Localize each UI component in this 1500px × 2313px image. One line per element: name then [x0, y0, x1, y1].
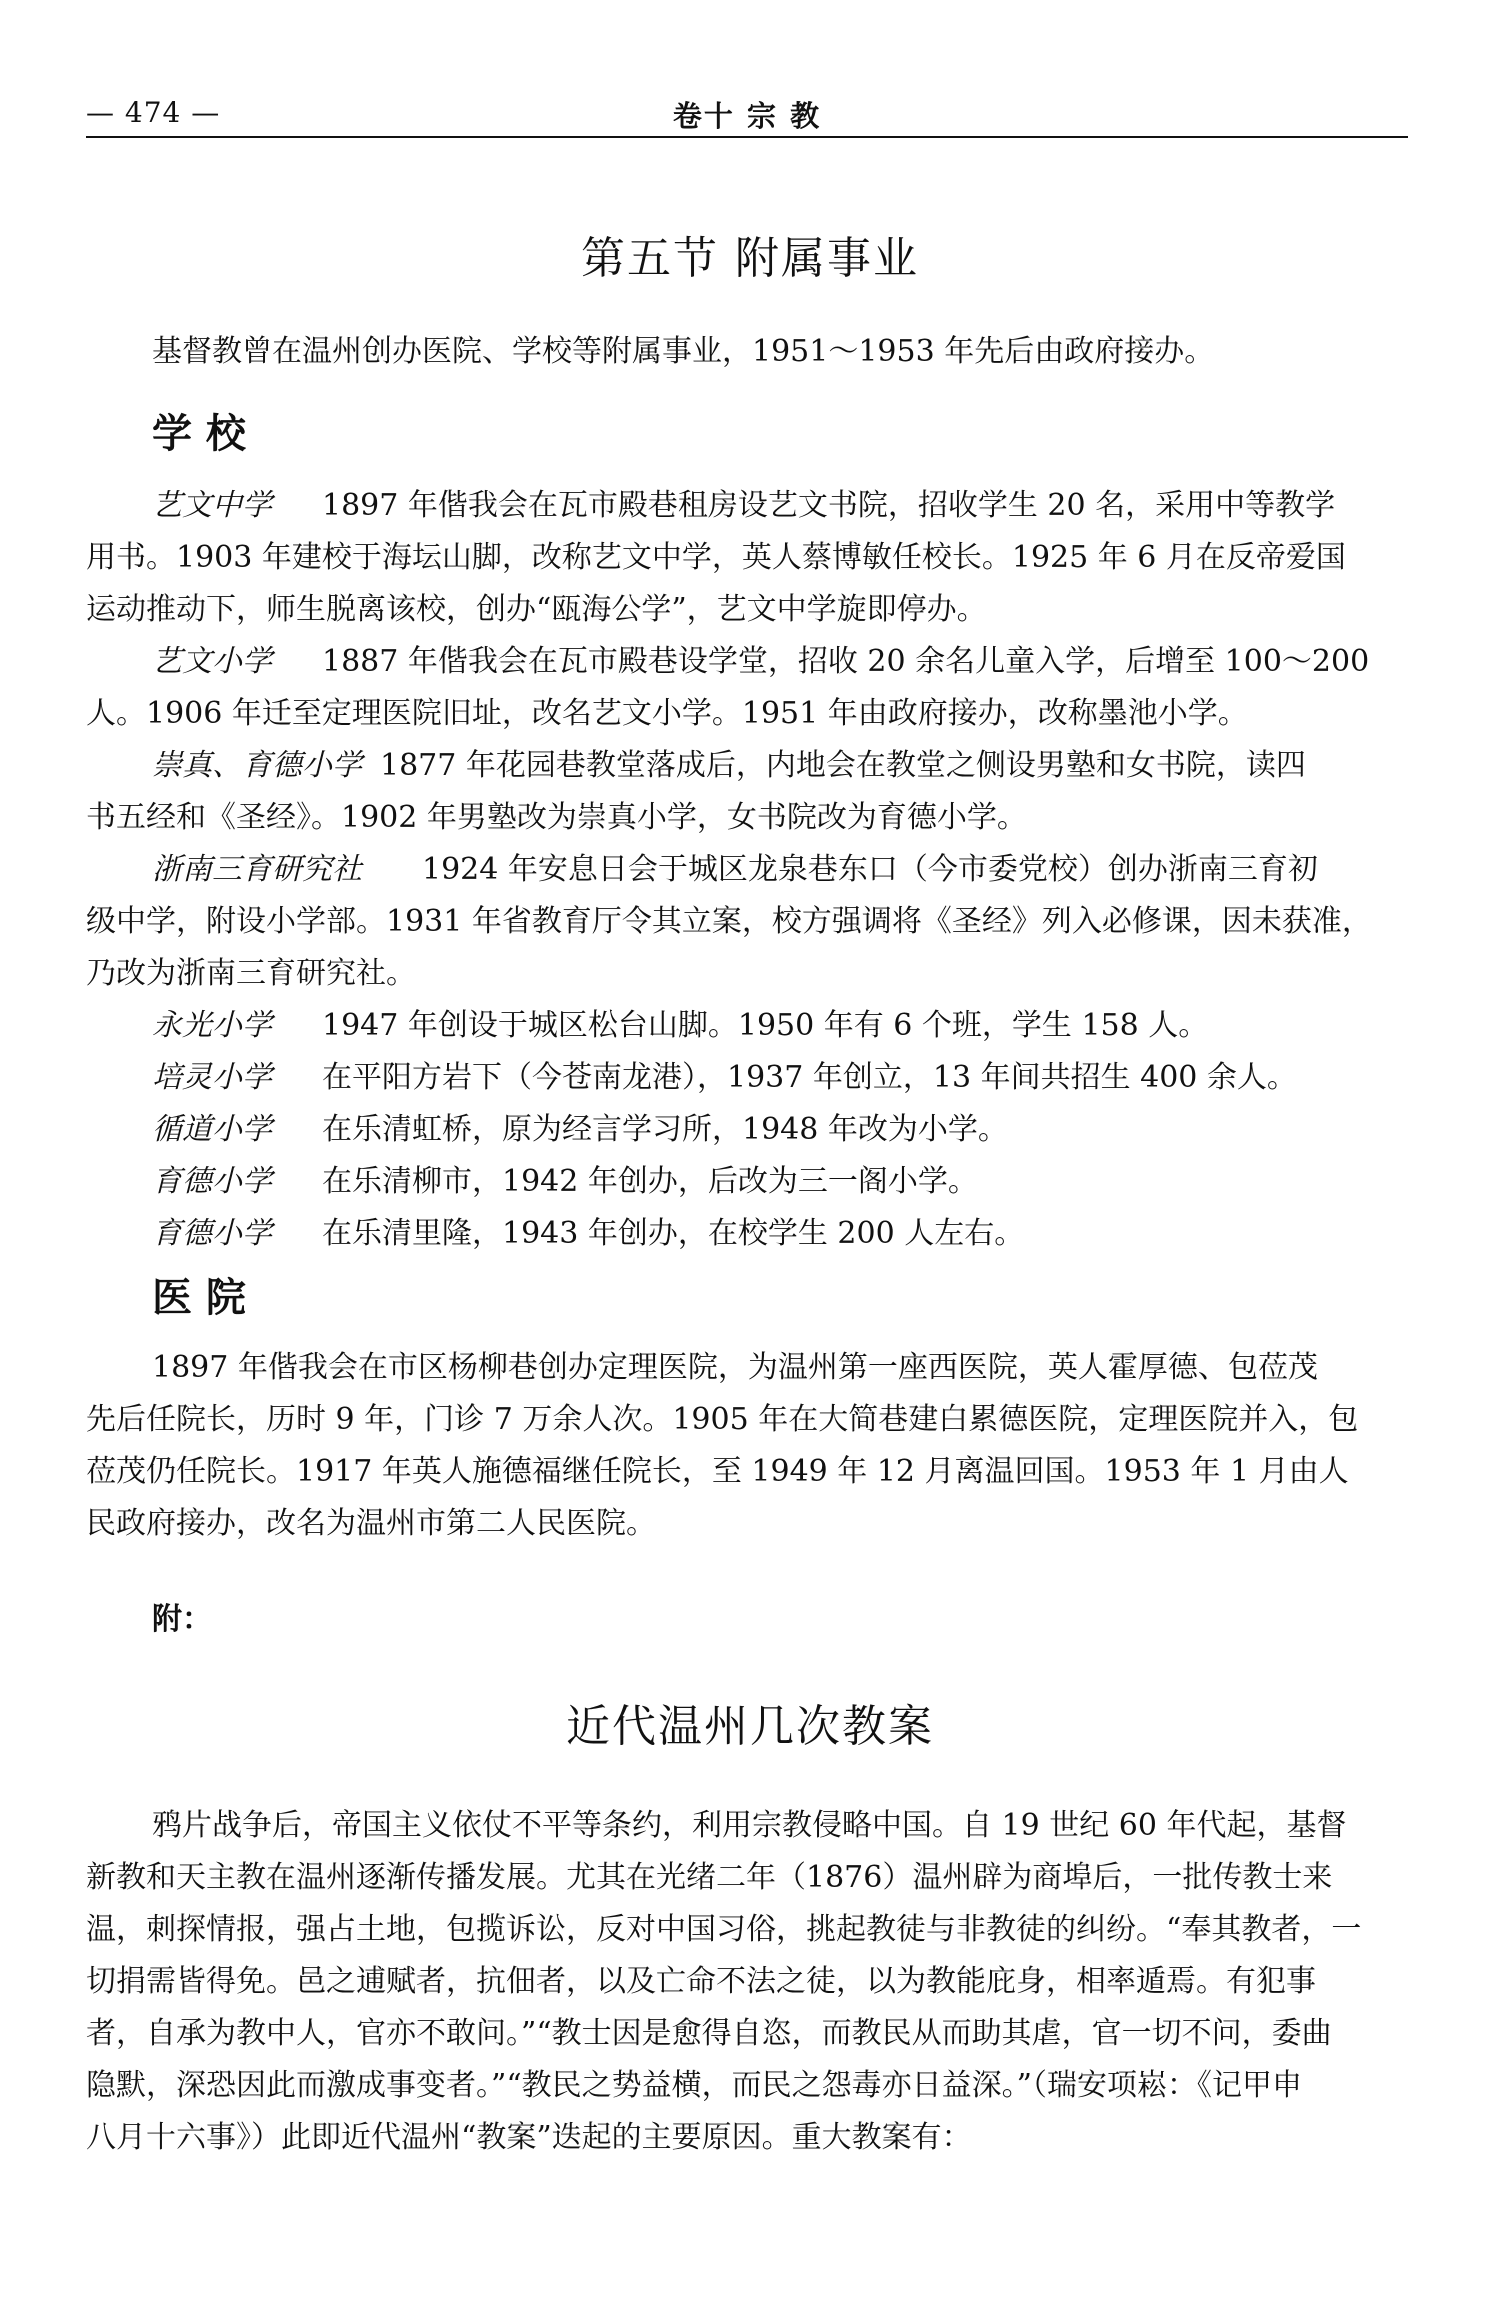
- appendix-title: 近代温州几次教案: [566, 1701, 934, 1752]
- school-entry-line: 人。1906 年迁至定理医院旧址，改名艺文小学。1951 年由政府接办，改称墨池小学。: [86, 696, 1248, 731]
- school-name: 浙南三育研究社: [152, 852, 362, 887]
- school-name: 永光小学: [152, 1008, 272, 1043]
- school-entry-line: 级中学，附设小学部。1931 年省教育厅令其立案，校方强调将《圣经》列入必修课，因未获准，: [86, 904, 1372, 939]
- school-entry-line: 乃改为浙南三育研究社。: [86, 956, 416, 991]
- school-entry-line: 运动推动下，师生脱离该校，创办“瓯海公学”，艺文中学旋即停办。: [86, 592, 987, 627]
- school-entry-line: 育德小学 在乐清里隆，1943 年创办，在校学生 200 人左右。: [152, 1212, 1408, 1256]
- school-entry-line: 永光小学 1947 年创设于城区松台山脚。1950 年有 6 个班，学生 158 人。: [152, 1004, 1408, 1048]
- section-title: 第五节 附属事业: [581, 233, 919, 284]
- school-name: 艺文小学: [152, 644, 272, 679]
- school-name: 崇真、育德小学: [152, 748, 362, 783]
- school-name: 培灵小学: [152, 1060, 272, 1095]
- school-entry-line: 用书。1903 年建校于海坛山脚，改称艺文中学，英人蔡博敏任校长。1925 年 6 月在反帝爱国: [86, 540, 1346, 575]
- page-number: — 474 —: [86, 96, 221, 129]
- page-header: [86, 92, 1408, 138]
- appendix-paragraph-line: 者，自承为教中人，官亦不敢问。”“教士因是愈得自恣，而教民从而助其虐，官一切不问，委曲: [86, 2016, 1332, 2051]
- school-entry-line: 育德小学 在乐清柳市，1942 年创办，后改为三一阁小学。: [152, 1160, 1408, 1204]
- schools-heading: 学 校: [152, 410, 246, 457]
- school-name: 育德小学: [152, 1216, 272, 1251]
- hospital-paragraph-line: 莅茂仍任院长。1917 年英人施德福继任院长，至 1949 年 12 月离温回国。1953 年 1 月由人: [86, 1454, 1349, 1489]
- school-entry-line: 浙南三育研究社 1924 年安息日会于城区龙泉巷东口（今市委党校）创办浙南三育初: [152, 848, 1408, 892]
- school-entry-line: 循道小学 在乐清虹桥，原为经言学习所，1948 年改为小学。: [152, 1108, 1408, 1152]
- appendix-paragraph-line: 鸦片战争后，帝国主义依仗不平等条约，利用宗教侵略中国。自 19 世纪 60 年代起，基督: [152, 1808, 1347, 1843]
- hospital-paragraph-line: 先后任院长，历时 9 年，门诊 7 万余人次。1905 年在大简巷建白累德医院，定理医院并入，包: [86, 1402, 1359, 1437]
- hospital-paragraph-line: 1897 年偕我会在市区杨柳巷创办定理医院，为温州第一座西医院，英人霍厚德、包莅茂: [152, 1350, 1318, 1385]
- school-entry-line: 培灵小学 在平阳方岩下（今苍南龙港），1937 年创立，13 年间共招生 400 余人。: [152, 1056, 1408, 1100]
- school-entry-line: 艺文小学 1887 年偕我会在瓦市殿巷设学堂，招收 20 余名儿童入学，后增至 100～200: [152, 640, 1408, 684]
- appendix-paragraph-line: 隐默，深恐因此而激成事变者。”“教民之势益横，而民之怨毒亦日益深。”（瑞安项崧：《记甲申: [86, 2068, 1303, 2103]
- appendix-paragraph-line: 八月十六事》）此即近代温州“教案”迭起的主要原因。重大教案有：: [86, 2120, 972, 2155]
- hospital-paragraph-line: 民政府接办，改名为温州市第二人民医院。: [86, 1506, 656, 1541]
- school-entry-line: 艺文中学 1897 年偕我会在瓦市殿巷租房设艺文书院，招收学生 20 名，采用中等教学: [152, 484, 1408, 528]
- school-name: 育德小学: [152, 1164, 272, 1199]
- school-name: 艺文中学: [152, 488, 272, 523]
- hospitals-heading: 医 院: [152, 1274, 246, 1321]
- appendix-paragraph-line: 温，刺探情报，强占土地，包揽诉讼，反对中国习俗，挑起教徒与非教徒的纠纷。“奉其教者，一: [86, 1912, 1362, 1947]
- appendix-paragraph-line: 新教和天主教在温州逐渐传播发展。尤其在光绪二年（1876）温州辟为商埠后，一批传教士来: [86, 1860, 1333, 1895]
- appendix-paragraph-line: 切捐需皆得免。邑之逋赋者，抗佃者，以及亡命不法之徒，以为教能庇身，相率遁焉。有犯事: [86, 1964, 1316, 1999]
- school-name: 循道小学: [152, 1112, 272, 1147]
- running-title: 卷十 宗 教: [672, 99, 822, 133]
- school-entry-line: 崇真、育德小学 1877 年花园巷教堂落成后，内地会在教堂之侧设男塾和女书院，读四: [152, 744, 1408, 788]
- appendix-label: 附：: [152, 1602, 212, 1637]
- section-intro: 基督教曾在温州创办医院、学校等附属事业，1951～1953 年先后由政府接办。: [152, 334, 1215, 369]
- school-entry-line: 书五经和《圣经》。1902 年男塾改为崇真小学，女书院改为育德小学。: [86, 800, 1027, 835]
